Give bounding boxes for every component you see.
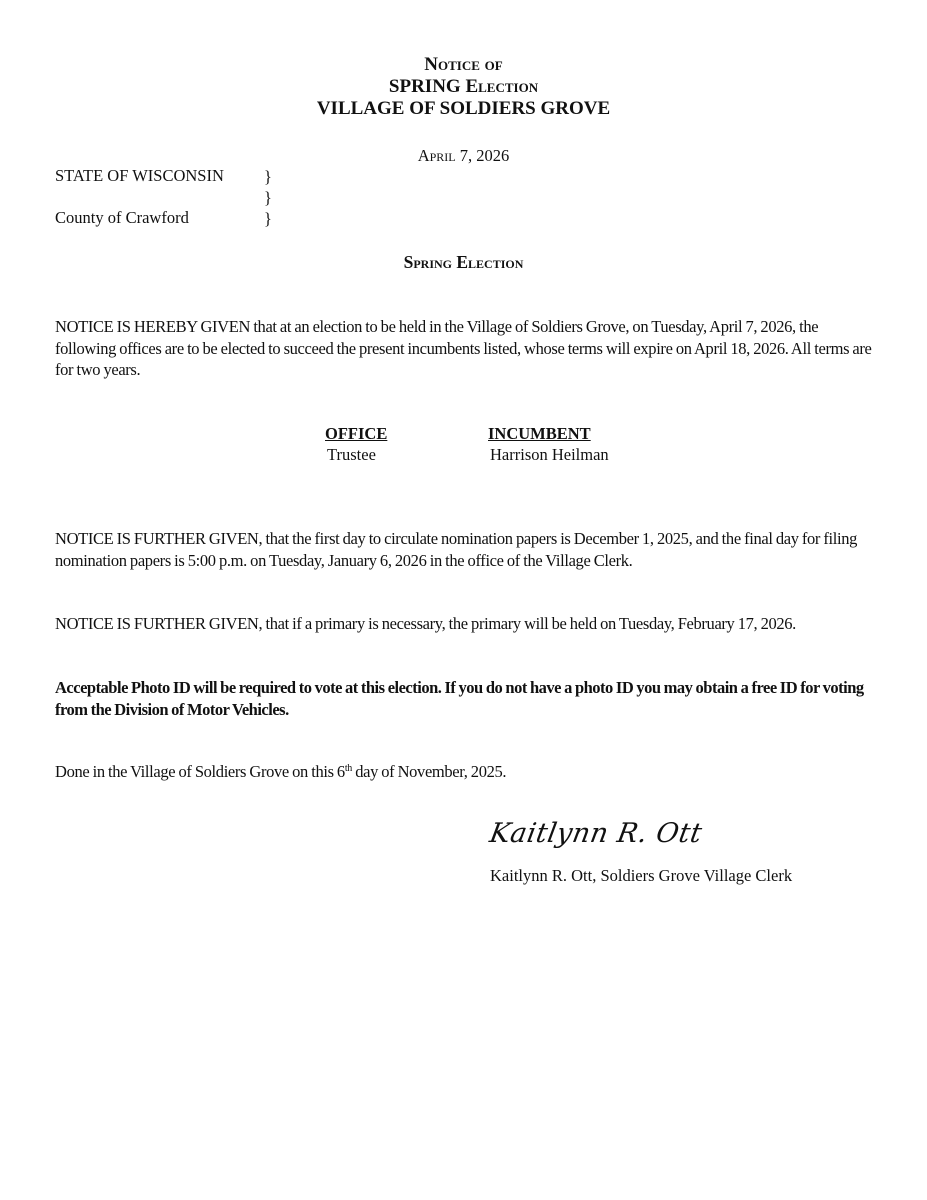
section-title: Spring Election: [403, 252, 524, 272]
photo-id-paragraph: Acceptable Photo ID will be required to vote at this election. If you do not have a photo ID you may obtain a free ID for voting from the Division of Motor Vehicles.: [55, 678, 864, 719]
office-header: OFFICE: [325, 424, 388, 443]
done-line-text: Done in the Village of Soldiers Grove on this 6: [55, 762, 345, 781]
title-spring: SPRING: [388, 76, 461, 97]
state-label: STATE OF WISCONSIN: [55, 166, 224, 185]
notice-title: [0, 54, 927, 75]
incumbent-cell: Harrison Heilman: [490, 445, 609, 464]
office-cell: Trustee: [327, 445, 376, 464]
county-label: County of Crawford: [55, 208, 189, 227]
notice-hereby-paragraph: NOTICE IS HEREBY GIVEN that at an election to be held in the Village of Soldiers Grove, on Tuesday, April 7, 2026, the following offices are to be elected to succeed the present incumbents listed, whose terms will expire on April 18, 2026. All terms are for two years.: [55, 317, 872, 379]
election-date: April 7, 2026: [417, 146, 510, 165]
brace-1: }: [264, 167, 272, 186]
done-line: [55, 761, 875, 783]
incumbent-header: INCUMBENT: [488, 424, 591, 443]
brace-3: }: [264, 209, 272, 228]
clerk-name-title: Kaitlynn R. Ott, Soldiers Grove Village Clerk: [490, 866, 793, 885]
done-line-ordinal: th: [344, 763, 352, 774]
done-line-date: day of November, 2025.: [351, 762, 507, 781]
brace-2: }: [264, 188, 272, 207]
title-election: Election: [465, 76, 539, 97]
clerk-signature: Kaitlynn R. Ott: [487, 818, 705, 849]
title-line-1: Notice of: [424, 54, 503, 75]
notice-further-primary-paragraph: NOTICE IS FURTHER GIVEN, that if a primary is necessary, the primary will be held on Tuesday, February 17, 2026.: [55, 614, 796, 633]
title-line-2: [0, 76, 927, 97]
notice-further-nomination-paragraph: NOTICE IS FURTHER GIVEN, that the first day to circulate nomination papers is December 1, 2025, and the final day for filing nomination papers is 5:00 p.m. on Tuesday, January 6, 2026 in the office of the Village Clerk.: [55, 529, 857, 570]
title-village: VILLAGE OF SOLDIERS GROVE: [316, 98, 611, 119]
